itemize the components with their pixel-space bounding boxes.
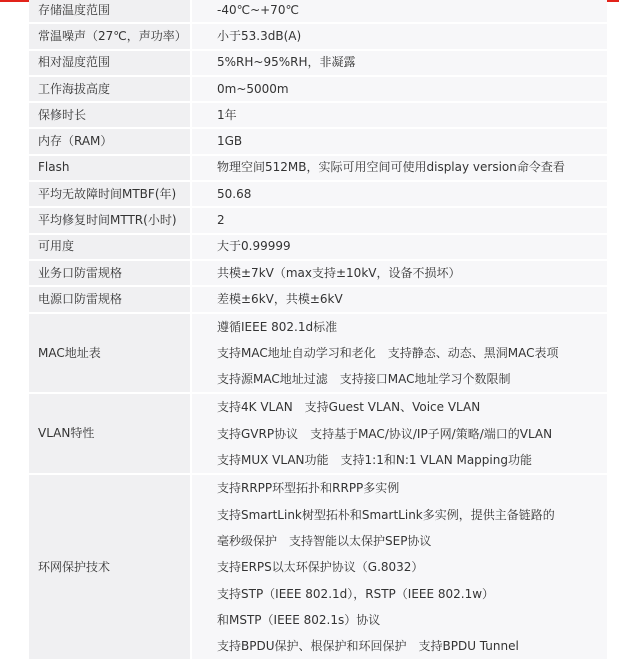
- spec-line: 支持STP（IEEE 802.1d），RSTP（IEEE 802.1w）: [217, 586, 495, 601]
- spec-group-label: VLAN特性: [29, 394, 190, 473]
- spec-value: 共模±7kV（max支持±10kV，设备不损坏）: [192, 261, 607, 285]
- spec-group-label: MAC地址表: [29, 314, 190, 393]
- spec-label: 内存（RAM）: [29, 129, 190, 153]
- spec-group-ring-protection: [29, 475, 607, 659]
- spec-value: 0m~5000m: [192, 77, 607, 101]
- spec-row: [29, 156, 607, 180]
- spec-line: 支持源MAC地址过滤 支持接口MAC地址学习个数限制: [217, 372, 511, 387]
- spec-label: 常温噪声（27℃，声功率）: [29, 24, 190, 48]
- spec-value: 5%RH~95%RH，非凝露: [192, 51, 607, 75]
- spec-line: 支持GVRP协议 支持基于MAC/协议/IP子网/策略/端口的VLAN: [217, 426, 553, 441]
- spec-value: 物理空间512MB，实际可用空间可使用display version命令查看: [192, 156, 607, 180]
- spec-label: 存储温度范围: [29, 0, 190, 22]
- spec-label: 工作海拔高度: [29, 77, 190, 101]
- spec-label: 可用度: [29, 235, 190, 259]
- spec-line: 支持BPDU保护、根保护和环回保护 支持BPDU Tunnel: [217, 639, 519, 654]
- spec-value: 小于53.3dB(A): [192, 24, 607, 48]
- spec-table: [29, 0, 607, 661]
- spec-label: 保修时长: [29, 103, 190, 127]
- spec-group-values: [192, 394, 607, 473]
- spec-group-values: [192, 314, 607, 393]
- spec-line: 毫秒级保护 支持智能以太保护SEP协议: [217, 533, 432, 548]
- spec-line: 支持RRPP环型拓扑和RRPP多实例: [217, 481, 400, 496]
- spec-group-values: [192, 475, 607, 659]
- spec-row: [29, 129, 607, 153]
- spec-label: Flash: [29, 156, 190, 180]
- spec-line: 遵循IEEE 802.1d标准: [217, 319, 338, 334]
- spec-line: 支持MAC地址自动学习和老化 支持静态、动态、黑洞MAC表项: [217, 345, 559, 360]
- spec-label: 平均无故障时间MTBF(年): [29, 182, 190, 206]
- spec-row: [29, 287, 607, 311]
- spec-row: [29, 24, 607, 48]
- spec-row: [29, 77, 607, 101]
- spec-value: -40℃~+70℃: [192, 0, 607, 22]
- spec-row: [29, 208, 607, 232]
- spec-row: [29, 0, 607, 22]
- spec-label: 业务口防雷规格: [29, 261, 190, 285]
- spec-label: 相对湿度范围: [29, 51, 190, 75]
- spec-line: 支持ERPS以太环保护协议（G.8032）: [217, 560, 424, 575]
- spec-label: 电源口防雷规格: [29, 287, 190, 311]
- spec-row: [29, 182, 607, 206]
- spec-label: 平均修复时间MTTR(小时): [29, 208, 190, 232]
- spec-table-body: [29, 0, 607, 659]
- spec-group-label: 环网保护技术: [29, 475, 190, 659]
- spec-row: [29, 261, 607, 285]
- spec-value: 差模±6kV，共模±6kV: [192, 287, 607, 311]
- spec-line: 支持4K VLAN 支持Guest VLAN、Voice VLAN: [217, 400, 481, 415]
- spec-value: 1GB: [192, 129, 607, 153]
- spec-line: 支持MUX VLAN功能 支持1:1和N:1 VLAN Mapping功能: [217, 453, 532, 468]
- spec-row: [29, 235, 607, 259]
- spec-value: 1年: [192, 103, 607, 127]
- spec-row: [29, 51, 607, 75]
- spec-group-vlan: [29, 394, 607, 473]
- spec-line: 和MSTP（IEEE 802.1s）协议: [217, 612, 381, 627]
- spec-value: 大于0.99999: [192, 235, 607, 259]
- spec-row: [29, 103, 607, 127]
- spec-line: 支持SmartLink树型拓朴和SmartLink多实例，提供主备链路的: [217, 507, 555, 522]
- spec-value: 2: [192, 208, 607, 232]
- spec-value: 50.68: [192, 182, 607, 206]
- spec-group-mac: [29, 314, 607, 393]
